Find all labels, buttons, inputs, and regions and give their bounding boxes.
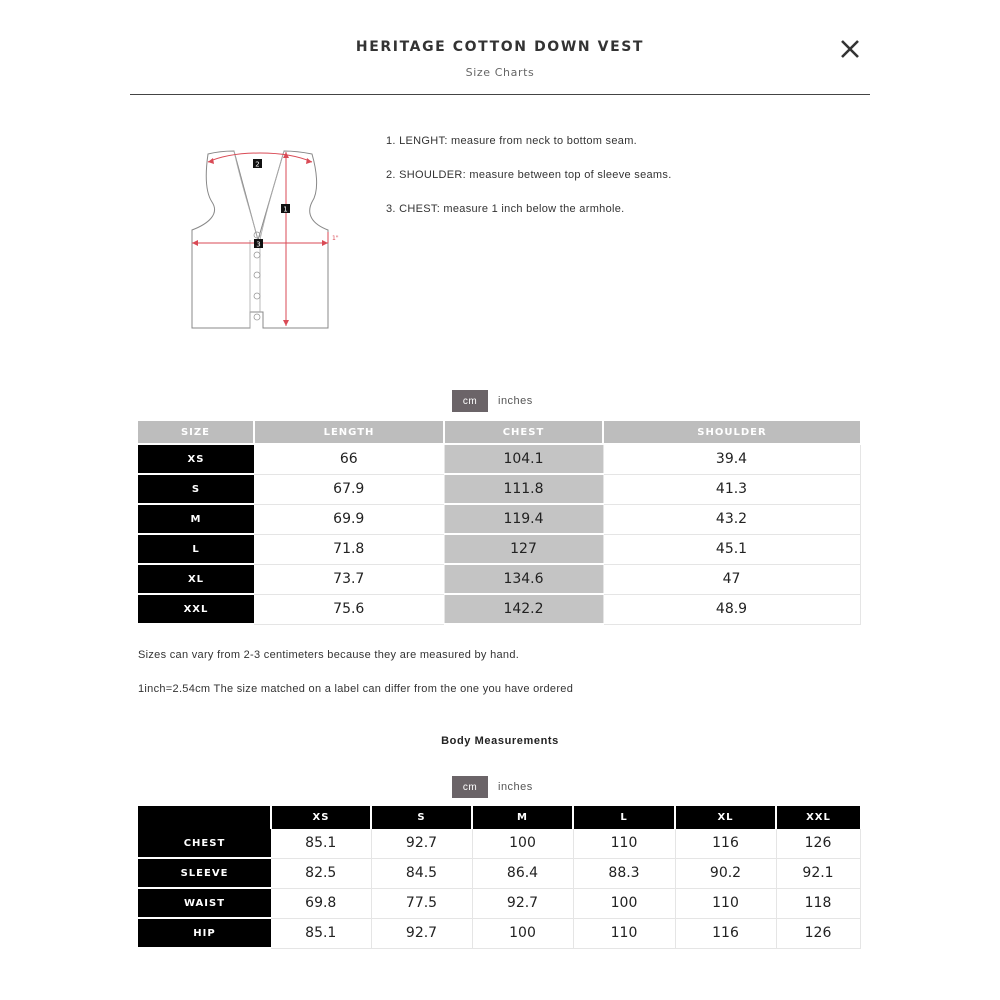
diagram-marker-3: 3: [256, 240, 261, 249]
note-conversion: 1inch=2.54cm The size matched on a label can differ from the one you have ordered: [138, 683, 574, 695]
value-cell: 90.2: [675, 858, 776, 888]
value-cell: 82.5: [271, 858, 371, 888]
value-cell: 86.4: [472, 858, 573, 888]
garment-size-table: [138, 421, 861, 625]
header-divider: [130, 94, 870, 95]
value-cell: 69.8: [271, 888, 371, 918]
page-subtitle: Size Charts: [465, 66, 535, 79]
column-header-xxl: XXL: [776, 806, 860, 829]
diagram-marker-2: 2: [255, 160, 260, 169]
value-cell: 92.1: [776, 858, 860, 888]
size-label: XXL: [138, 594, 254, 624]
value-cell: 88.3: [573, 858, 675, 888]
measurement-label: WAIST: [138, 888, 271, 918]
value-cell: 116: [675, 918, 776, 948]
unit-inches-button[interactable]: inches: [498, 395, 533, 407]
column-header-m: M: [472, 806, 573, 829]
length-cell: 69.9: [254, 504, 444, 534]
length-cell: 75.6: [254, 594, 444, 624]
size-label: XL: [138, 564, 254, 594]
table-row: [138, 888, 860, 918]
chest-cell: 127: [444, 534, 603, 564]
diagram-side-note: 1": [332, 235, 339, 242]
close-icon: [838, 37, 862, 61]
length-cell: 67.9: [254, 474, 444, 504]
value-cell: 126: [776, 918, 860, 948]
measurement-label: HIP: [138, 918, 271, 948]
table-row: [138, 858, 860, 888]
column-header-s: S: [371, 806, 472, 829]
column-header-size: SIZE: [138, 421, 254, 444]
column-header-xs: XS: [271, 806, 371, 829]
value-cell: 92.7: [371, 918, 472, 948]
shoulder-cell: 43.2: [603, 504, 860, 534]
diagram-marker-1: 1: [283, 205, 288, 214]
table-row: [138, 829, 860, 858]
instruction-chest: 3. CHEST: measure 1 inch below the armhole.: [386, 203, 625, 215]
column-header-l: L: [573, 806, 675, 829]
chest-cell: 142.2: [444, 594, 603, 624]
table-row: [138, 918, 860, 948]
value-cell: 118: [776, 888, 860, 918]
unit-toggle-body: [452, 776, 533, 798]
table-row: [138, 564, 860, 594]
value-cell: 100: [472, 918, 573, 948]
measurement-label: CHEST: [138, 829, 271, 858]
table-row: [138, 444, 860, 474]
instruction-length: 1. LENGHT: measure from neck to bottom seam.: [386, 135, 638, 147]
size-label: L: [138, 534, 254, 564]
value-cell: 100: [573, 888, 675, 918]
value-cell: 84.5: [371, 858, 472, 888]
instruction-shoulder: 2. SHOULDER: measure between top of sleeve seams.: [386, 169, 672, 181]
column-header-chest: CHEST: [444, 421, 603, 444]
value-cell: 126: [776, 829, 860, 858]
shoulder-cell: 45.1: [603, 534, 860, 564]
unit-cm-button[interactable]: cm: [452, 776, 488, 798]
column-header-blank: [138, 806, 271, 829]
shoulder-cell: 47: [603, 564, 860, 594]
page-title: HERITAGE COTTON DOWN VEST: [355, 39, 645, 55]
body-measurements-table: [138, 806, 861, 949]
shoulder-cell: 41.3: [603, 474, 860, 504]
value-cell: 100: [472, 829, 573, 858]
chest-cell: 134.6: [444, 564, 603, 594]
column-header-xl: XL: [675, 806, 776, 829]
size-label: XS: [138, 444, 254, 474]
close-button[interactable]: [838, 37, 862, 61]
length-cell: 71.8: [254, 534, 444, 564]
chest-cell: 104.1: [444, 444, 603, 474]
length-cell: 66: [254, 444, 444, 474]
value-cell: 110: [573, 918, 675, 948]
value-cell: 110: [573, 829, 675, 858]
value-cell: 92.7: [371, 829, 472, 858]
measurement-label: SLEEVE: [138, 858, 271, 888]
body-measurements-title: Body Measurements: [441, 735, 559, 747]
shoulder-cell: 48.9: [603, 594, 860, 624]
unit-toggle-garment: [452, 390, 533, 412]
table-row: [138, 534, 860, 564]
note-hand-measured: Sizes can vary from 2-3 centimeters because they are measured by hand.: [138, 649, 520, 661]
vest-diagram: [180, 140, 350, 340]
length-cell: 73.7: [254, 564, 444, 594]
unit-inches-button[interactable]: inches: [498, 781, 533, 793]
value-cell: 110: [675, 888, 776, 918]
column-header-shoulder: SHOULDER: [603, 421, 860, 444]
table-row: [138, 504, 860, 534]
column-header-length: LENGTH: [254, 421, 444, 444]
table-row: [138, 594, 860, 624]
measurement-instructions: [386, 133, 672, 235]
value-cell: 116: [675, 829, 776, 858]
value-cell: 85.1: [271, 918, 371, 948]
value-cell: 85.1: [271, 829, 371, 858]
value-cell: 92.7: [472, 888, 573, 918]
chest-cell: 119.4: [444, 504, 603, 534]
table-row: [138, 474, 860, 504]
unit-cm-button[interactable]: cm: [452, 390, 488, 412]
value-cell: 77.5: [371, 888, 472, 918]
shoulder-cell: 39.4: [603, 444, 860, 474]
size-label: S: [138, 474, 254, 504]
size-label: M: [138, 504, 254, 534]
chest-cell: 111.8: [444, 474, 603, 504]
